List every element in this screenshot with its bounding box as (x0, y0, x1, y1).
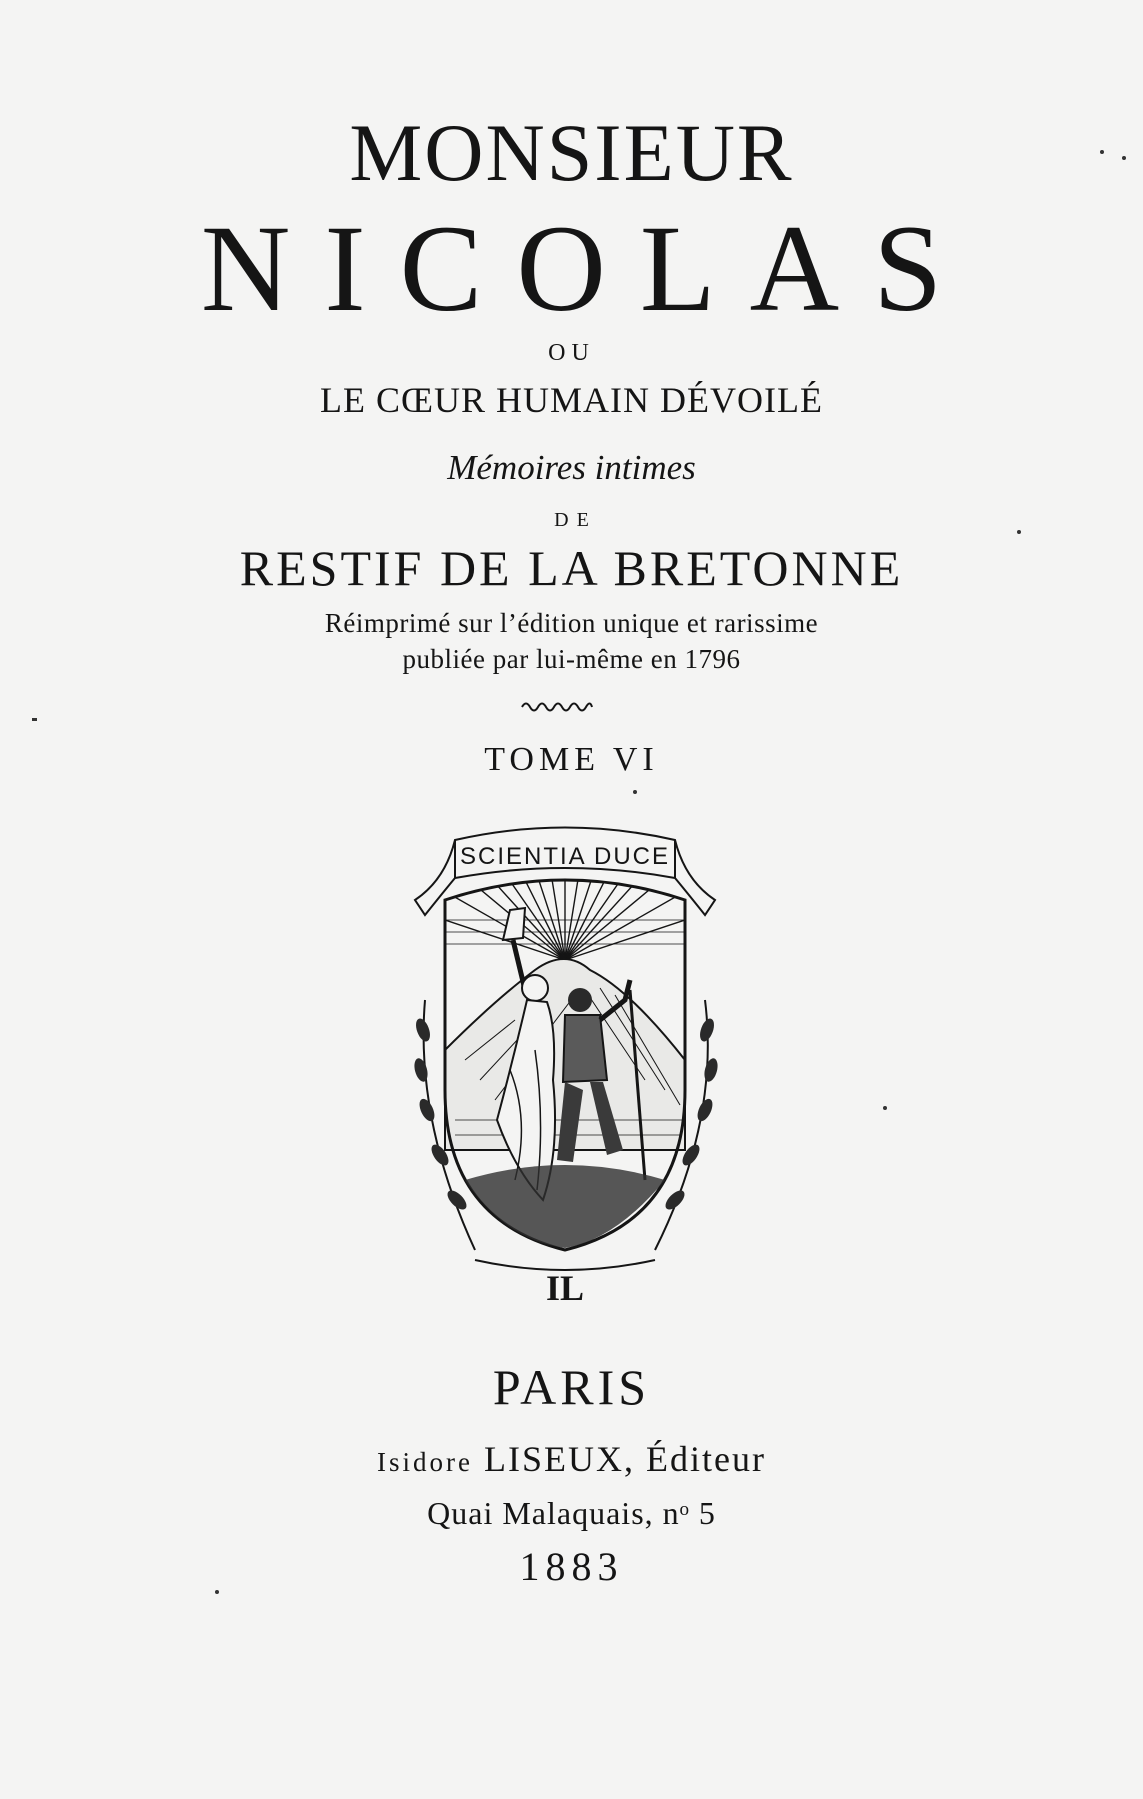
title-line-nicolas: NICOLAS (200, 200, 977, 337)
title-line-monsieur: MONSIEUR (349, 107, 794, 198)
imprint-publisher (0, 1441, 1143, 1477)
speck (1122, 156, 1126, 160)
title-connector: OU (548, 340, 595, 366)
author-name: RESTIF DE LA BRETONNE (239, 540, 904, 596)
speck (633, 790, 637, 794)
speck (883, 1106, 887, 1110)
emblem-motto: SCIENTIA DUCE (459, 843, 671, 870)
volume-number: TOME VI (484, 741, 659, 778)
subtitle: LE CŒUR HUMAIN DÉVOILÉ (320, 380, 823, 420)
imprint-city: PARIS (492, 1359, 651, 1415)
wave-flourish-icon (520, 698, 594, 712)
speck (215, 1590, 219, 1594)
reprint-note-line-1: Réimprimé sur l’édition unique et rarissime (324, 608, 819, 638)
publisher-name-rest: LISEUX, Éditeur (484, 1439, 766, 1479)
speck (32, 718, 37, 721)
reprint-note-line-2: publiée par lui-même en 1796 (402, 644, 741, 674)
emblem-monogram: IL (545, 1268, 585, 1308)
imprint-address: Quai Malaquais, nᵒ 5 (427, 1495, 716, 1531)
speck (1017, 530, 1021, 534)
publisher-first-name: Isidore (377, 1447, 474, 1477)
printer-mark-emblem-icon (385, 820, 745, 1320)
author-preposition: DE (554, 509, 597, 531)
subtitle-italic: Mémoires intimes (447, 448, 696, 487)
speck (1100, 150, 1104, 154)
imprint-year: 1883 (519, 1544, 624, 1589)
